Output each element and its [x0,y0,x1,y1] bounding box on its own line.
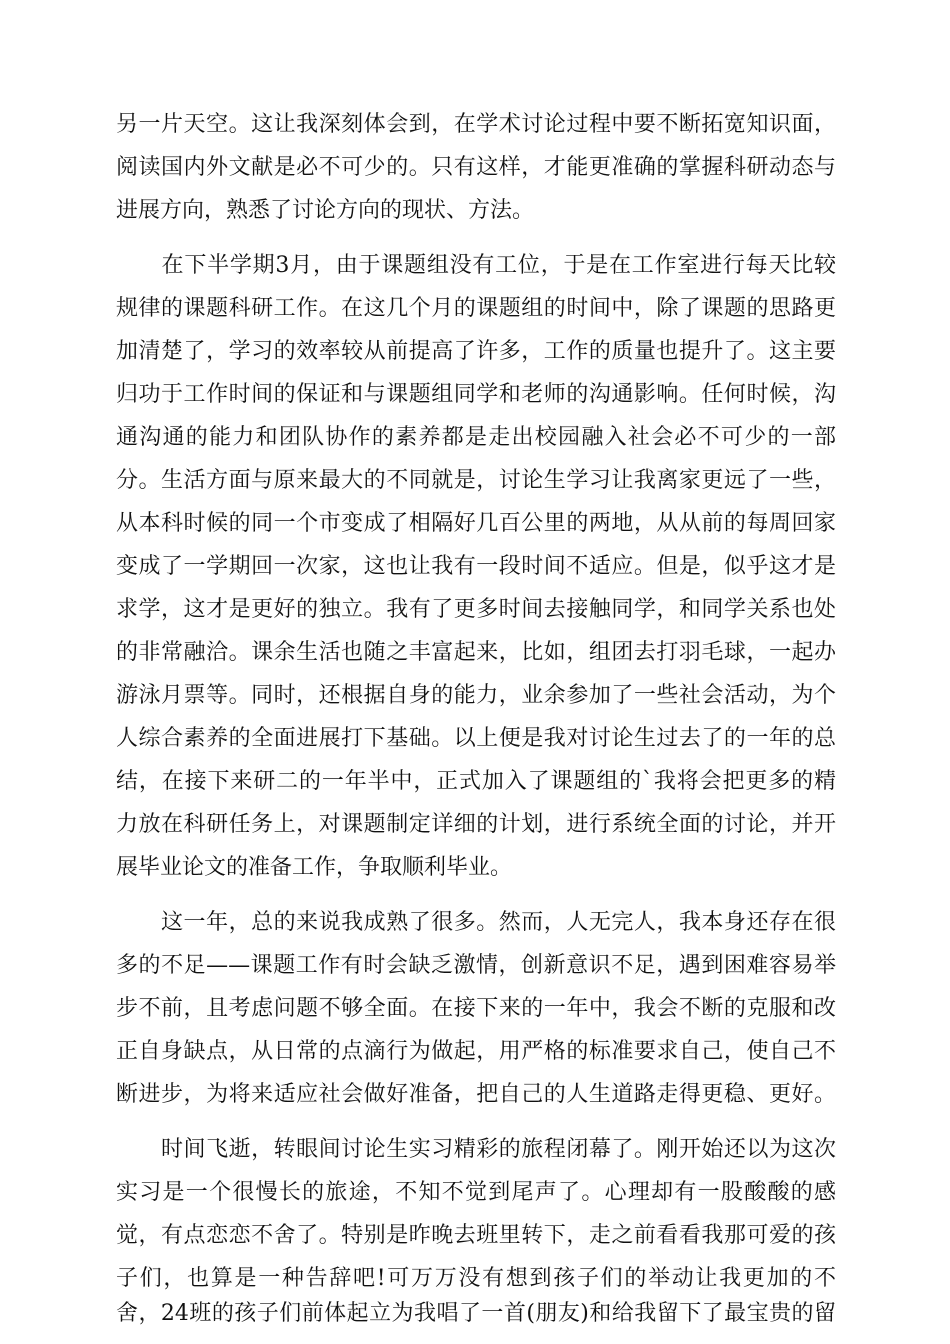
paragraph-4-line-3: 觉，有点恋恋不舍了。特别是昨晚去班里转下，走之前看看我那可爱的孩 [116,1223,836,1248]
paragraph-2-line-1: 在下半学期3月，由于课题组没有工位，于是在工作室进行每天比较 [116,253,836,278]
paragraph-2-line-14: 力放在科研任务上，对课题制定详细的计划，进行系统全面的讨论，并开 [116,812,836,837]
paragraph-2-line-3: 加清楚了，学习的效率较从前提高了许多，工作的质量也提升了。这主要 [116,339,836,364]
paragraph-2-line-7: 从本科时候的同一个市变成了相隔好几百公里的两地，从从前的每周回家 [116,511,836,536]
paragraph-4-line-2: 实习是一个很慢长的旅途，不知不觉到尾声了。心理却有一股酸酸的感 [116,1180,836,1205]
paragraph-2-line-6: 分。生活方面与原来最大的不同就是，讨论生学习让我离家更远了一些， [116,468,836,493]
paragraph-1-line-1: 另一片天空。这让我深刻体会到，在学术讨论过程中要不断拓宽知识面， [116,112,836,137]
paragraph-2-line-5: 通沟通的能力和团队协作的素养都是走出校园融入社会必不可少的一部 [116,425,836,450]
paragraph-2-line-8: 变成了一学期回一次家，这也让我有一段时间不适应。但是，似乎这才是 [116,554,836,579]
paragraph-2-line-2: 规律的课题科研工作。在这几个月的课题组的时间中，除了课题的思路更 [116,296,836,321]
paragraph-3-line-4: 正自身缺点，从日常的点滴行为做起，用严格的标准要求自己，使自己不 [116,1039,836,1064]
paragraph-4-line-4: 子们，也算是一种告辞吧!可万万没有想到孩子们的举动让我更加的不 [116,1266,836,1291]
paragraph-3-line-3: 步不前，且考虑问题不够全面。在接下来的一年中，我会不断的克服和改 [116,996,836,1021]
paragraph-4-line-1: 时间飞逝，转眼间讨论生实习精彩的旅程闭幕了。刚开始还以为这次 [116,1137,836,1162]
paragraph-2-line-12: 人综合素养的全面进展打下基础。以上便是我对讨论生过去了的一年的总 [116,726,836,751]
paragraph-2-line-13: 结，在接下来研二的一年半中，正式加入了课题组的`我将会把更多的精 [116,769,836,794]
paragraph-2-line-10: 的非常融洽。课余生活也随之丰富起来，比如，组团去打羽毛球，一起办 [116,640,836,665]
paragraph-2-line-11: 游泳月票等。同时，还根据自身的能力，业余参加了一些社会活动，为个 [116,683,836,708]
paragraph-2-line-4: 归功于工作时间的保证和与课题组同学和老师的沟通影响。任何时候，沟 [116,382,836,407]
paragraph-1-line-2: 阅读国内外文献是必不可少的。只有这样，才能更准确的掌握科研动态与 [116,155,836,180]
paragraph-3-line-2: 多的不足——课题工作有时会缺乏激情，创新意识不足，遇到困难容易举 [116,953,836,978]
paragraph-4-line-5: 舍，24班的孩子们前体起立为我唱了一首(朋友)和给我留下了最宝贵的留 [116,1301,836,1326]
paragraph-2-line-9: 求学，这才是更好的独立。我有了更多时间去接触同学，和同学关系也处 [116,597,836,622]
paragraph-3-line-1: 这一年，总的来说我成熟了很多。然而，人无完人，我本身还存在很 [116,910,836,935]
paragraph-2-line-15: 展毕业论文的准备工作，争取顺利毕业。 [116,855,513,880]
paragraph-3-line-5: 断进步，为将来适应社会做好准备，把自己的人生道路走得更稳、更好。 [116,1082,836,1107]
paragraph-1-line-3: 进展方向，熟悉了讨论方向的现状、方法。 [116,198,535,223]
